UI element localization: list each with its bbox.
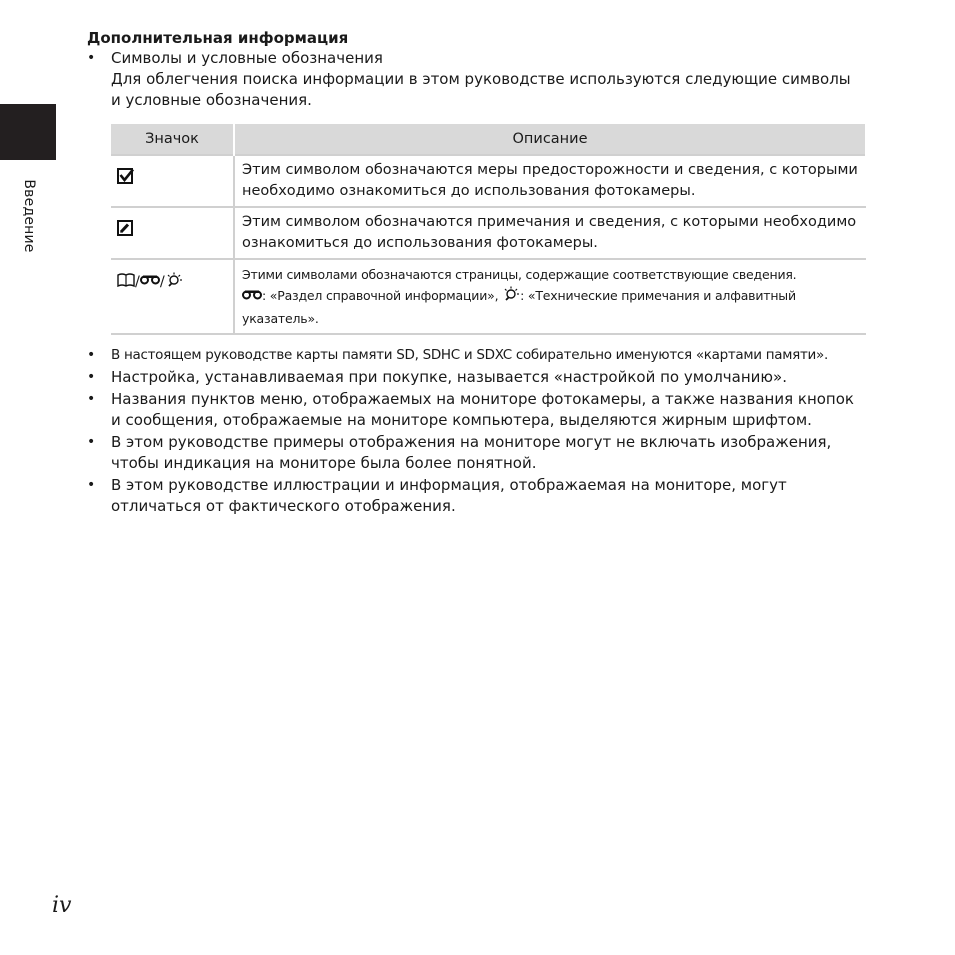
description-cell — [234, 259, 866, 334]
notes-list — [87, 345, 877, 517]
header-icon: Значок — [111, 124, 234, 155]
reference-description: : «Раздел справочной информации», — [262, 288, 503, 303]
list-item — [87, 389, 877, 431]
table-row — [111, 259, 866, 334]
list-item-text: В настоящем руководстве карты памяти SD, SDHC и SDXC собирательно именуются «картами памяти». — [111, 346, 828, 363]
description-cell — [234, 207, 866, 259]
header-description: Описание — [234, 124, 866, 155]
page-number: iv — [52, 893, 72, 918]
bullet-dot: • — [87, 390, 96, 407]
description-line: Этим символом обозначаются примечания и сведения, с которыми необходимо — [242, 214, 857, 230]
intro-text-line1: Для облегчения поиска информации в этом руководстве используются следующие символы — [111, 70, 851, 88]
description-cell — [234, 155, 866, 207]
bullet-dot: • — [87, 50, 96, 66]
caution-icon — [117, 168, 135, 188]
section-heading: Дополнительная информация — [87, 29, 349, 47]
bullet-dot: • — [87, 433, 96, 450]
icon-separator: / — [159, 274, 165, 290]
bullet-dot: • — [87, 346, 95, 363]
intro-text-line2: и условные обозначения. — [111, 91, 312, 109]
list-item-text: чтобы индикация на мониторе была более понятной. — [111, 453, 537, 472]
list-item-text: отличаться от фактического отображения. — [111, 496, 456, 515]
symbols-table — [111, 124, 867, 335]
list-item-text: В этом руководстве иллюстрации и информация, отображаемая на мониторе, могут — [111, 475, 787, 494]
icon-cell — [111, 155, 234, 207]
bullet-dot: • — [87, 368, 96, 385]
description-line: необходимо ознакомиться до использования фотокамеры. — [242, 183, 696, 199]
page-content — [87, 28, 877, 518]
tips-description: : «Технические примечания и алфавитный указатель». — [242, 288, 796, 326]
description-line: ознакомиться до использования фотокамеры. — [242, 235, 598, 251]
list-item — [87, 475, 877, 517]
icon-separator: / — [135, 274, 140, 290]
description-line — [242, 285, 860, 329]
list-item-text: В этом руководстве примеры отображения на мониторе могут не включать изображения, — [111, 432, 832, 451]
reference-icon — [242, 286, 262, 307]
reference-icon — [140, 274, 160, 290]
list-item — [87, 367, 877, 388]
icon-cell — [111, 207, 234, 259]
list-item-text: Настройка, устанавливаемая при покупке, называется «настройкой по умолчанию». — [111, 367, 787, 386]
description-line: Этим символом обозначаются меры предосторожности и сведения, с которыми — [242, 162, 858, 178]
intro-item — [87, 48, 877, 111]
note-icon — [117, 220, 133, 240]
icon-cell — [111, 259, 234, 334]
intro-title: Символы и условные обозначения — [111, 49, 383, 67]
tips-icon — [165, 272, 183, 292]
tips-icon — [502, 286, 520, 308]
bullet-dot: • — [87, 476, 96, 493]
table-header-row — [111, 124, 866, 155]
table-row — [111, 155, 866, 207]
book-icon — [117, 273, 135, 291]
list-item — [87, 345, 877, 366]
table-row — [111, 207, 866, 259]
description-line: Этими символами обозначаются страницы, содержащие соответствующие сведения. — [242, 267, 797, 282]
section-tab-label: Введение — [21, 179, 37, 253]
section-tab-marker — [0, 104, 56, 160]
list-item-text: Названия пунктов меню, отображаемых на мониторе фотокамеры, а также названия кнопок — [111, 389, 854, 408]
list-item — [87, 432, 877, 474]
list-item-text: и сообщения, отображаемые на мониторе компьютера, выделяются жирным шрифтом. — [111, 410, 812, 429]
